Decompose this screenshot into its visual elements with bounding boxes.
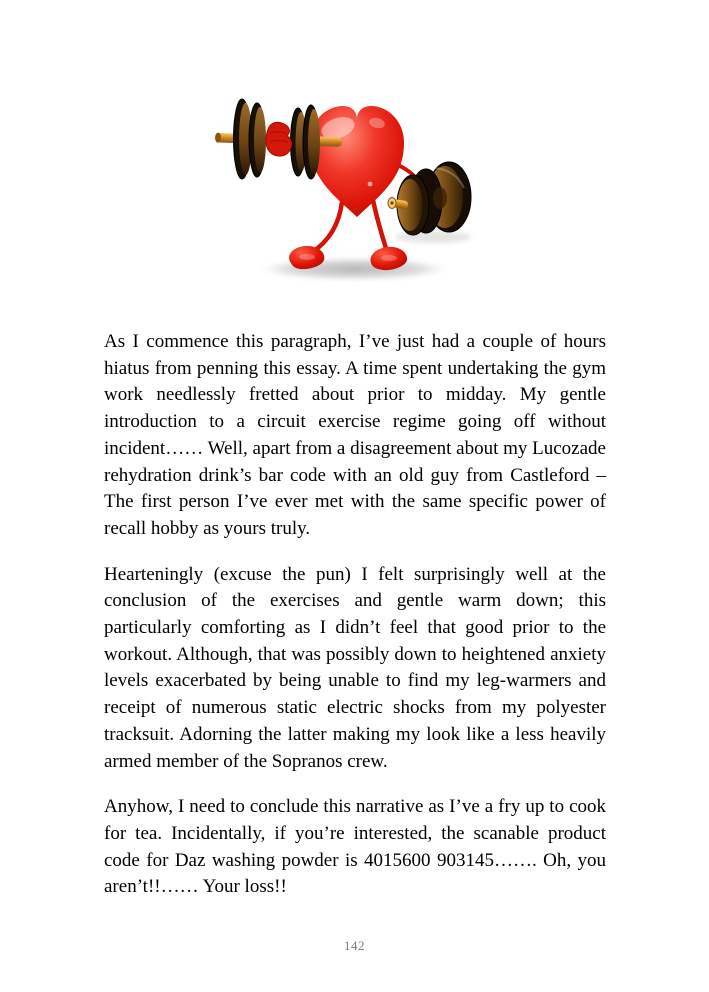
resting-dumbbell: [388, 162, 471, 235]
heart-dumbbell-illustration-svg: [212, 76, 502, 291]
page-number: 142: [344, 938, 365, 953]
paragraph: Anyhow, I need to conclude this narrative as I’ve a fry up to cook for tea. Incidentally, if you’re interested, the scanable product code for Daz washing powder is 4015600 903145……. Oh, you aren’t!!…… Your loss!!: [104, 796, 606, 898]
floor-shadow: [254, 257, 454, 281]
paragraph: Hearteningly (excuse the pun) I felt surprisingly well at the conclusion of the exercises and gentle warm down; this particularly comforting as I didn’t feel that good prior to the workout. Although, that was possibly down to heightened anxiety levels exacerbated by being unable to find my leg-warmers and receipt of numerous static electric shocks from my polyester tracksuit. Adorning the latter making my look like a less heavily armed member of the Sopranos crew.: [104, 563, 606, 772]
paragraph: As I commence this paragraph, I’ve just had a couple of hours hiatus from penning this essay. A time spent undertaking the gym work needlessly fretted about prior to midday. My gentle introduction to a circuit exercise regime going off without incident…… Well, apart from a disagreement about my Lucozade rehydration drink’s bar code with an old guy from Castleford – The first person I’ve ever met with the same specific power of recall hobby as yours truly.: [104, 331, 606, 539]
heart-left-hand: [266, 122, 292, 156]
heart-dumbbell-image: [212, 76, 502, 291]
body-text: [104, 329, 606, 920]
